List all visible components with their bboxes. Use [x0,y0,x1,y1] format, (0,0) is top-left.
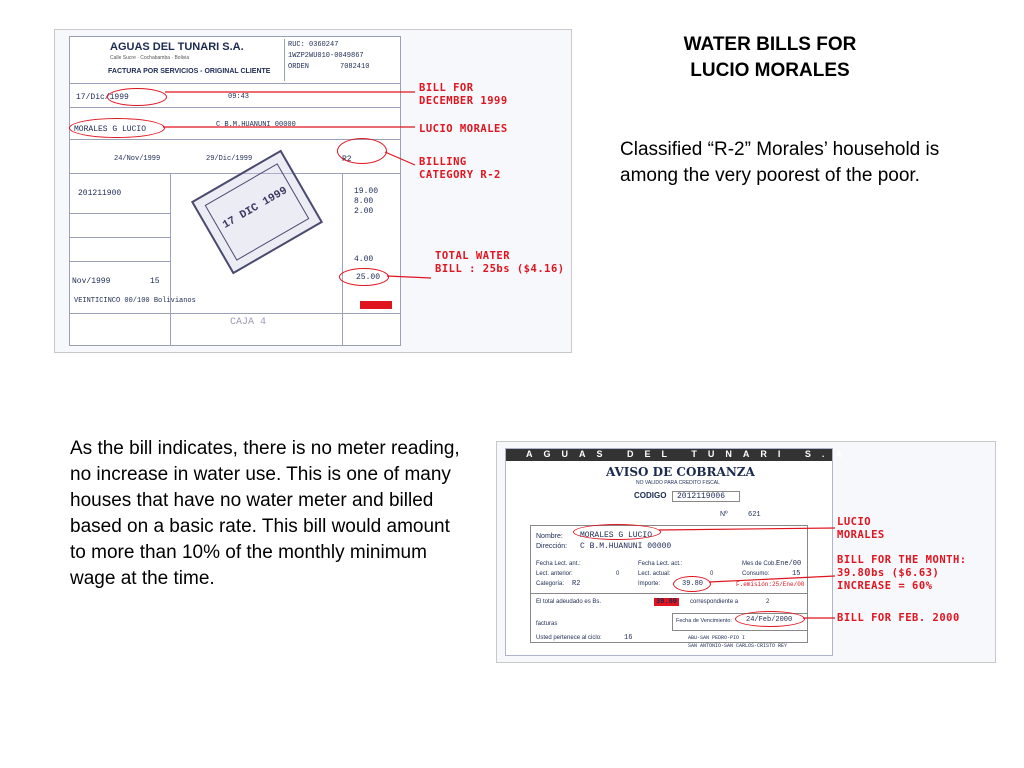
footer-line-2: SAN ANTONIO-SAN CARLOS-CRISTO REY [688,643,788,649]
billing-category: R2 [342,155,352,164]
ruc-number: RUC: 0360247 [288,41,339,49]
codigo-value: 2012119006 [672,491,740,502]
amount-2: 8.00 [354,197,374,206]
annotation-lines [55,30,571,352]
orden-number: 7082410 [340,63,370,71]
classified-paragraph: Classified “R-2” Morales’ household is among the very poorest of the poor. [620,139,940,186]
codigo-label: CODIGO [634,491,667,500]
december-bill-image [54,29,572,353]
annotation-bill-for-month: BILL FOR THE MONTH: 39.80bs ($6.63) INCREASE = 60% [837,554,967,592]
stamp-caja: CAJA 4 [230,317,267,328]
lect-anterior-value: 0 [616,571,620,577]
bill-code: 1WZP2WU010-0049867 [288,52,364,60]
annotation-lucio-morales: LUCIO MORALES [419,123,508,135]
annotation-bill-for-feb: BILL FOR FEB. 2000 [837,612,960,624]
facturas-label: facturas [536,621,558,627]
annotation-bill-for: BILL FOR DECEMBER 1999 [419,82,508,107]
emission-date: 24/Nov/1999 [114,155,161,163]
bill-date: 17/Dic/1999 [76,93,129,102]
title-line-2: LUCIO MORALES [690,60,850,81]
total-line [387,276,431,278]
consumption: 15 [150,277,160,286]
annotation-lucio-morales-2: LUCIO MORALES [837,516,885,541]
nombre-label: Nombre: [536,533,563,540]
bill-explanation-paragraph: As the bill indicates, there is no meter reading, no increase in water use. This is one of many houses that have no water meter and billed based on a basic rate. This bill would amount to more than 10% of the monthly minimum wage at the time. [70,438,460,589]
lect-anterior-label: Lect. anterior: [536,571,573,577]
categoria-value: R2 [572,580,581,588]
mes-label: Mes de Cob.: [742,561,778,567]
direccion-label: Dirección: [536,543,568,550]
february-bill-image [496,441,996,663]
company-address: Calle Sucre · Cochabamba · Bolivia [110,55,190,61]
ciclo-value: 16 [624,634,633,642]
vencimiento-label: Fecha de Vencimiento: [676,618,732,624]
due-date: 29/Dic/1999 [206,155,253,163]
vencimiento-value: 24/Feb/2000 [746,616,793,624]
categoria-label: Categoría: [536,581,565,587]
bill-time: 09:43 [228,93,250,101]
notice-title: AVISO DE COBRANZA [606,465,755,479]
importe-value: 39.80 [682,580,704,588]
stamp-date: 17 DIC 1999 [220,185,290,232]
billing-period: Nov/1999 [72,277,111,286]
amount-3: 2.00 [354,207,374,216]
direccion-value: C B.M.HUANUNI 00000 [580,542,672,551]
lect-actual-value: 0 [710,571,714,577]
company-name: AGUAS DEL TUNARI S.A. [110,41,244,53]
adeudado-value: 39.80 [656,598,678,606]
subtotal-amount: 4.00 [354,255,374,264]
nombre-value: MORALES G LUCIO [580,531,653,540]
notice-annotation-lines [497,442,995,662]
mes-value: Ene/00 [776,560,802,568]
consumo-value: 15 [792,570,801,578]
consumo-label: Consumo: [742,571,770,577]
fecha-lect-ant-label: Fecha Lect. ant.: [536,561,581,567]
importe-line [709,576,835,582]
adeudado-label: El total adeudado es Bs. [536,599,602,605]
company-banner: AGUAS DEL TUNARI S.A. [506,449,832,461]
customer-name: MORALES G LUCIO [74,125,147,134]
correspondiente-value: 2 [766,599,770,605]
notice-subtitle: NO VALIDO PARA CREDITO FISCAL [636,480,720,486]
number-label: Nº [720,511,728,518]
category-line [385,152,415,165]
customer-address: C B.M.HUANUNI 00000 [216,121,296,129]
amount-1: 19.00 [354,187,379,196]
emision-value: F.emisión:25/Ene/00 [736,581,805,588]
importe-label: Importe: [638,581,661,587]
ciclo-label: Usted pertenece al ciclo: [536,635,602,641]
bill-subtitle: FACTURA POR SERVICIOS - ORIGINAL CLIENTE [108,68,271,75]
total-amount: 25.00 [356,273,381,282]
annotation-billing-category: BILLING CATEGORY R-2 [419,156,501,181]
footer-line-1: ABU-SAN PEDRO-PIO I [688,635,746,641]
title-line-1: WATER BILLS FOR [683,34,857,55]
page-title [620,32,920,84]
customer-code: 201211900 [78,189,122,198]
lect-actual-label: Lect. actual: [638,571,671,577]
number-value: 621 [748,511,761,519]
amount-literal: VEINTICINCO 00/100 Bolivianos [74,297,196,305]
correspondiente-label: correspondiente a [690,599,739,605]
notice-name-line [659,528,835,530]
orden-label: ORDEN [288,63,310,71]
annotation-total-bill: TOTAL WATER BILL : 25bs ($4.16) [435,250,565,275]
fecha-lect-act-label: Fecha Lect. act.: [638,561,683,567]
